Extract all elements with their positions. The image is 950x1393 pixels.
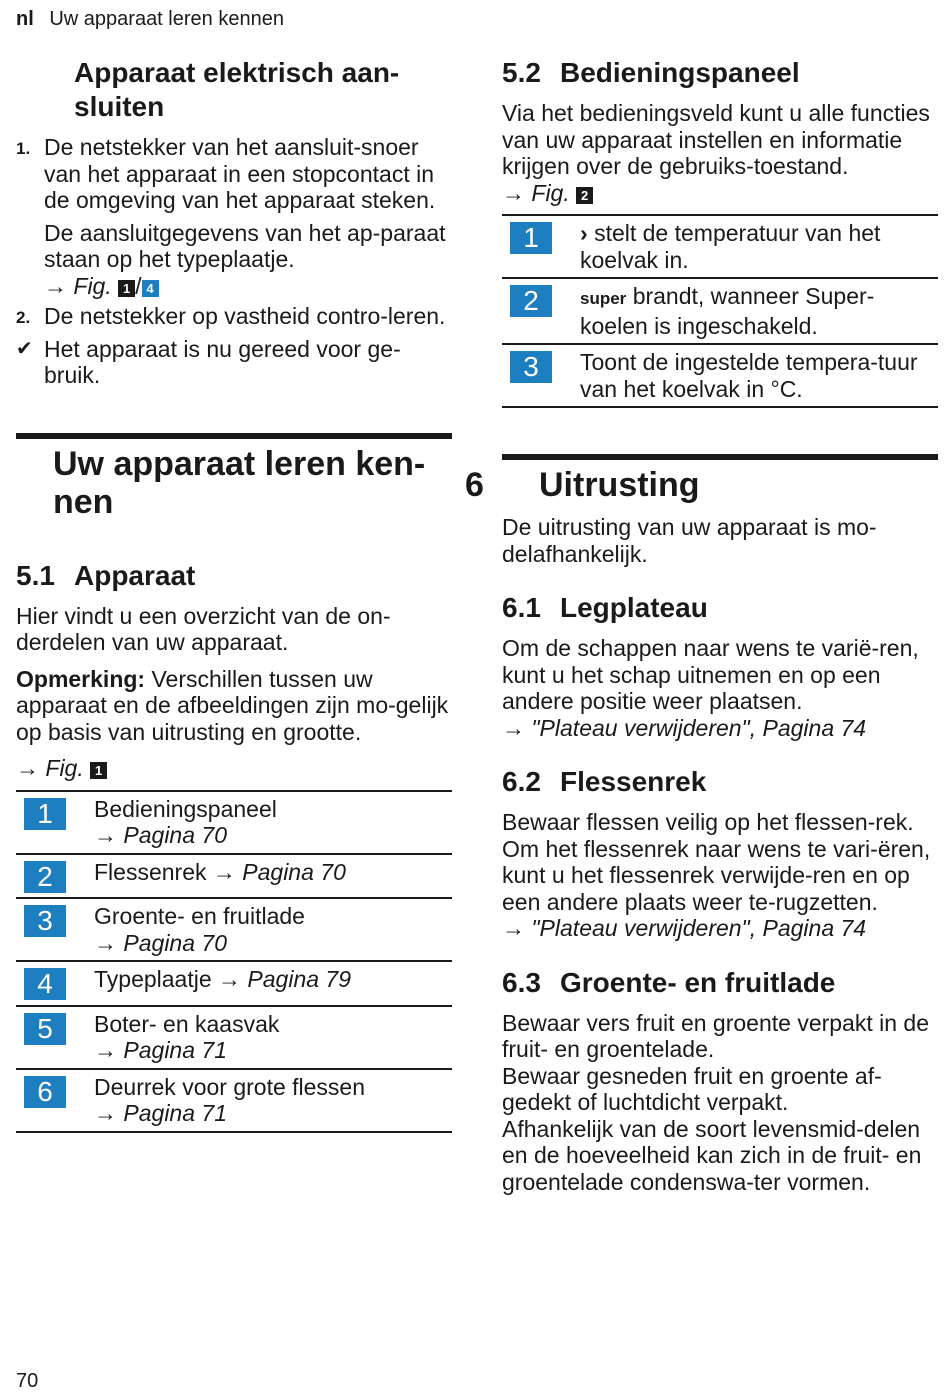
step-list — [16, 134, 452, 389]
section-6-3-heading — [502, 966, 938, 1000]
item-text: brandt, wanneer Super-koelen is ingeschakeld. — [580, 283, 875, 339]
table-row: 3 Groente- en fruitlade → Pagina 70 — [16, 898, 452, 961]
chapter-5-heading — [16, 433, 452, 521]
item-text: Toont de ingestelde tempera-tuur van het koelvak in °C. — [580, 349, 918, 402]
section-6-2-heading — [502, 765, 938, 799]
fig-label: Fig. — [531, 179, 570, 206]
item-number-badge: 6 — [24, 1076, 66, 1108]
header-title: Uw apparaat leren kennen — [49, 8, 284, 30]
section-text: Bewaar gesneden fruit en groente af-gedekt of luchtdicht verpakt. — [502, 1062, 882, 1115]
item-number-badge: 5 — [24, 1013, 66, 1045]
section-title: Legplateau — [560, 592, 708, 623]
item-number-badge: 1 — [24, 798, 66, 830]
table-row: 5 Boter- en kaasvak → Pagina 71 — [16, 1006, 452, 1069]
item-label: Groente- en fruitlade — [94, 903, 305, 929]
figure-badge: 2 — [576, 187, 593, 204]
note-label: Opmerking: — [16, 665, 146, 692]
section-text: Om het flessenrek naar wens te vari-ëren, kunt u het flessenrek verwijde-ren en op een andere plaats weer te-rugzetten. — [502, 835, 931, 915]
fig-label: Fig. — [73, 272, 112, 299]
table-row: 4 Typeplaatje → Pagina 79 — [16, 961, 452, 1006]
cross-reference: → "Plateau verwijderen", Pagina 74 — [502, 714, 867, 741]
step-2 — [16, 303, 452, 332]
table-row — [502, 344, 938, 407]
checkmark-icon: ✔ — [16, 337, 33, 360]
page-link[interactable]: Pagina 71 — [123, 1100, 227, 1126]
step-text: De netstekker van het aansluit-snoer van het apparaat in een stopcontact in de omgeving van het apparaat steken. — [44, 134, 436, 213]
section-number: 5.2 — [502, 57, 541, 88]
section-5-2-heading — [502, 56, 938, 90]
fig-separator: / — [135, 272, 142, 299]
item-text: stelt de temperatuur van het koelvak in. — [580, 220, 881, 273]
section-number — [16, 56, 74, 90]
note-text: Verschillen tussen uw apparaat en de afbeeldingen zijn mo-gelijk op basis van uitrusting en grootte. — [16, 665, 449, 745]
chevron-right-icon: › — [580, 220, 588, 246]
figure-badge: 4 — [142, 280, 159, 297]
section-intro: Hier vindt u een overzicht van de on-derdelen van uw apparaat. — [16, 602, 391, 655]
step-text: De netstekker op vastheid contro-leren. — [44, 303, 446, 329]
section-number: 6.2 — [502, 766, 541, 797]
section-6-1-heading — [502, 591, 938, 625]
section-4-5-heading — [16, 56, 452, 124]
table-row: 6 Deurrek voor grote flessen → Pagina 71 — [16, 1069, 452, 1132]
figure-badge: 1 — [90, 762, 107, 779]
chapter-title: Uw apparaat leren ken-nen — [53, 444, 426, 521]
item-number-badge: 3 — [24, 905, 66, 937]
cross-reference: → "Plateau verwijderen", Pagina 74 — [502, 915, 867, 941]
figure-reference: → Fig. 1 / 4 — [44, 273, 452, 300]
section-text: Bewaar flessen veilig op het flessen-rek. — [502, 809, 914, 835]
item-number-badge: 1 — [510, 222, 552, 254]
language-code: nl — [16, 8, 34, 30]
figure-badge: 1 — [118, 280, 135, 297]
section-number: 6.1 — [502, 592, 541, 623]
section-number: 6.3 — [502, 966, 541, 998]
section-intro: Via het bedieningsveld kunt u alle functies van uw apparaat instellen en informatie krijgen over de gebruiks-toestand. — [502, 100, 930, 179]
item-number-badge: 3 — [510, 351, 552, 383]
table-row: 2 Flessenrek → Pagina 70 — [16, 854, 452, 899]
left-column — [16, 56, 452, 1133]
section-title: Bedieningspaneel — [560, 57, 800, 88]
page-link[interactable]: Pagina 70 — [123, 929, 227, 956]
item-label: Typeplaatje — [94, 966, 212, 992]
section-number: 5.1 — [16, 559, 55, 591]
item-label: Deurrek voor grote flessen — [94, 1073, 366, 1100]
item-number-badge: 2 — [24, 861, 66, 893]
super-indicator-icon: super — [580, 289, 627, 308]
table-row — [502, 278, 938, 344]
result-text: Het apparaat is nu gereed voor ge-bruik. — [44, 335, 401, 388]
chapter-title: Uitrusting — [539, 466, 700, 504]
item-label: Flessenrek — [94, 858, 207, 885]
page-link[interactable]: "Plateau verwijderen", Pagina 74 — [531, 915, 867, 941]
section-title: Groente- en fruitlade — [560, 966, 836, 998]
step-marker: 1. — [16, 139, 31, 158]
page-link[interactable]: Pagina 70 — [242, 858, 346, 885]
table-row — [502, 215, 938, 278]
item-number-badge: 2 — [510, 285, 552, 317]
chapter-6-heading — [465, 454, 938, 504]
table-row: 1 Bedieningspaneel → Pagina 70 — [16, 791, 452, 854]
step-1 — [16, 134, 452, 214]
section-title: Apparaat elektrisch aan-sluiten — [74, 57, 400, 122]
page-link[interactable]: Pagina 71 — [123, 1037, 227, 1063]
fig-label: Fig. — [45, 755, 84, 781]
section-text: Om de schappen naar wens te varië-ren, kunt u het schap uitnemen en op een andere positie weer plaatsen. — [502, 635, 919, 714]
control-panel-legend-table — [502, 214, 938, 408]
item-label: Bedieningspaneel — [94, 795, 277, 822]
section-text: Bewaar vers fruit en groente verpakt in de fruit- en groentelade. — [502, 1009, 930, 1062]
parts-legend-table — [16, 790, 452, 1133]
chapter-intro: De uitrusting van uw apparaat is mo-delafhankelijk. — [502, 514, 877, 567]
item-label: Boter- en kaasvak — [94, 1010, 280, 1037]
page-link[interactable]: Pagina 70 — [123, 822, 227, 848]
chapter-number: 6 — [465, 466, 484, 504]
figure-reference: → Fig. 1 — [16, 755, 452, 782]
step-result — [16, 336, 452, 389]
page-header — [16, 8, 284, 31]
page-link[interactable]: "Plateau verwijderen", Pagina 74 — [531, 714, 867, 741]
chapter-number — [16, 445, 53, 483]
figure-reference: → Fig. 2 — [502, 180, 938, 207]
step-note: De aansluitgegevens van het ap-paraat staan op het typeplaatje. — [44, 219, 446, 272]
section-5-1-heading — [16, 559, 452, 593]
step-marker: 2. — [16, 308, 31, 327]
section-title: Flessenrek — [560, 766, 707, 797]
page-number: 70 — [16, 1370, 39, 1392]
section-title: Apparaat — [74, 559, 196, 591]
right-column — [465, 56, 938, 1195]
page-link[interactable]: Pagina 79 — [247, 966, 352, 992]
section-text: Afhankelijk van de soort levensmid-delen en de hoeveelheid kan zich in de fruit- en groentelade condenswa-ter vormen. — [502, 1115, 922, 1195]
item-number-badge: 4 — [24, 968, 66, 1000]
note-paragraph — [16, 666, 452, 746]
